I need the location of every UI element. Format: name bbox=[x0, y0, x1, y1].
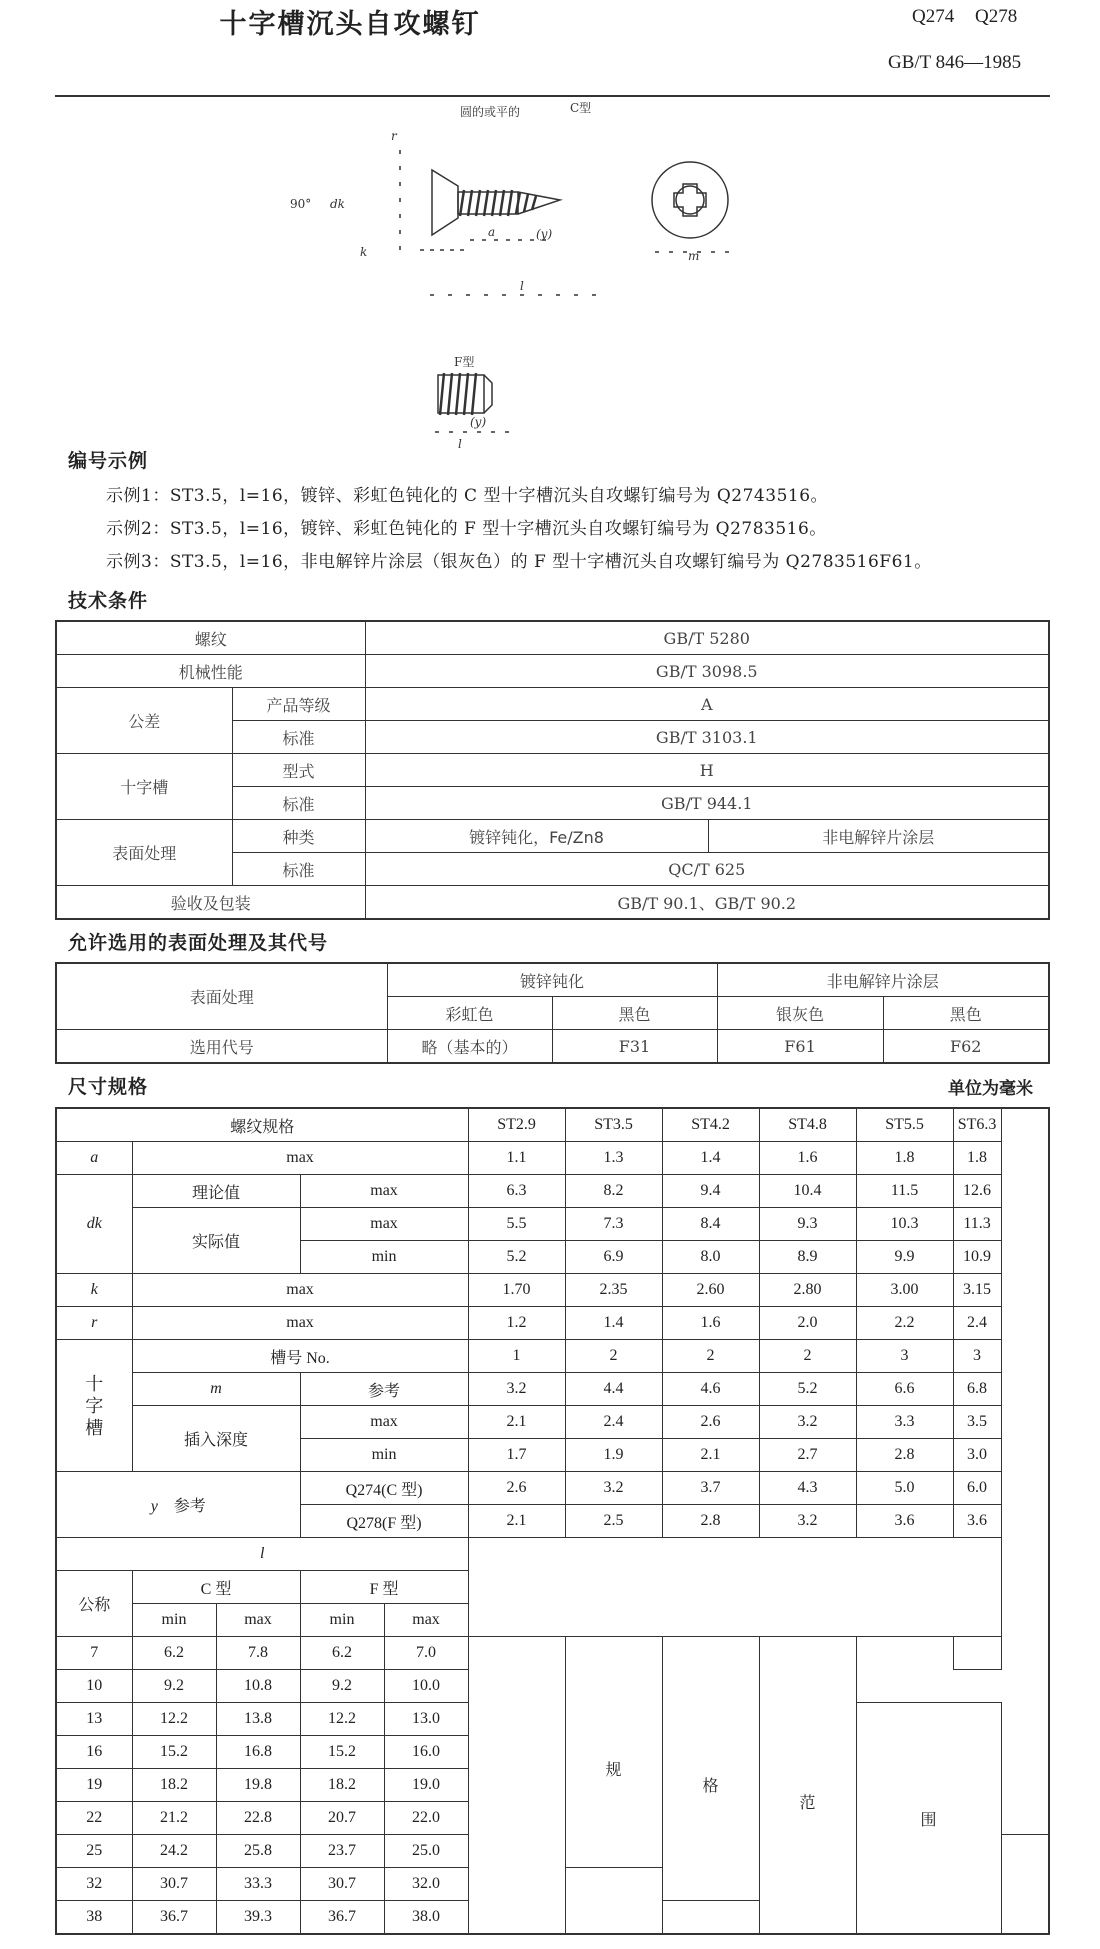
spec-col: ST4.2 bbox=[662, 1108, 759, 1142]
y-cell: 2.1 bbox=[468, 1505, 565, 1538]
y-label-cell bbox=[56, 1472, 300, 1538]
dk-cell: 9.4 bbox=[662, 1175, 759, 1208]
l-cell: 22.0 bbox=[384, 1802, 468, 1835]
slot-cell: 3 bbox=[856, 1340, 953, 1373]
tech-accept: 验收及包装 bbox=[56, 886, 365, 920]
sc-surface: 表面处理 bbox=[56, 963, 387, 1030]
dims-heading: 尺寸规格 bbox=[68, 1076, 149, 1098]
r-max-label: max bbox=[132, 1307, 468, 1340]
c-type-label: C型 bbox=[570, 101, 592, 115]
page-title: 十字槽沉头自攻螺钉 bbox=[219, 9, 481, 40]
dk-cell: 11.3 bbox=[953, 1208, 1001, 1241]
dims-spec-label: 螺纹规格 bbox=[56, 1108, 468, 1142]
l-cell: 36.7 bbox=[300, 1901, 384, 1935]
range-blank bbox=[565, 1868, 662, 1935]
l-cell: 6.2 bbox=[132, 1637, 216, 1670]
dk-cell: 6.3 bbox=[468, 1175, 565, 1208]
range-blank bbox=[759, 1637, 856, 1670]
y-cell: 2.5 bbox=[565, 1505, 662, 1538]
l-cell: 7.0 bbox=[384, 1637, 468, 1670]
dk-cell: 12.6 bbox=[953, 1175, 1001, 1208]
y-cell: 5.0 bbox=[856, 1472, 953, 1505]
l-cell: 13.0 bbox=[384, 1703, 468, 1736]
tech-form-val: H bbox=[365, 754, 1049, 787]
a-cell: 1.8 bbox=[953, 1142, 1001, 1175]
standard-number: GB/T 846—1985 bbox=[888, 52, 1022, 73]
tech-kind-val2: 非电解锌片涂层 bbox=[708, 820, 1049, 853]
k-cell: 2.80 bbox=[759, 1274, 856, 1307]
dk-cell: 9.3 bbox=[759, 1208, 856, 1241]
tech-surface-std-val: QC/T 625 bbox=[365, 853, 1049, 886]
y-label: (y) bbox=[536, 227, 553, 241]
spec-col: ST2.9 bbox=[468, 1108, 565, 1142]
tech-tol-std-val: GB/T 3103.1 bbox=[365, 721, 1049, 754]
depth-cell: 2.1 bbox=[662, 1439, 759, 1472]
slot-cell: 2 bbox=[759, 1340, 856, 1373]
depth-label: 插入深度 bbox=[132, 1406, 300, 1472]
k-label: k bbox=[360, 245, 368, 259]
m-label: m bbox=[688, 249, 700, 263]
tech-tol: 公差 bbox=[56, 688, 232, 754]
l-nominal: 7 bbox=[56, 1637, 132, 1670]
sc-code-label: 选用代号 bbox=[56, 1030, 387, 1064]
l-label: l bbox=[520, 279, 524, 293]
tech-grade-val: A bbox=[365, 688, 1049, 721]
l-cell: 13.8 bbox=[216, 1703, 300, 1736]
tech-cross: 十字槽 bbox=[56, 754, 232, 820]
sc-rainbow: 彩虹色 bbox=[387, 997, 552, 1030]
l-cell: 23.7 bbox=[300, 1835, 384, 1868]
dk-sym: dk bbox=[56, 1175, 132, 1274]
c-min-header: min bbox=[132, 1604, 216, 1637]
dk-cell: 9.9 bbox=[856, 1241, 953, 1274]
dk-cell: 10.4 bbox=[759, 1175, 856, 1208]
l-cell: 30.7 bbox=[132, 1868, 216, 1901]
slot-cell: 3 bbox=[953, 1340, 1001, 1373]
range-char: 围 bbox=[856, 1703, 1001, 1935]
y-c-label: Q274(C 型) bbox=[300, 1472, 468, 1505]
l-cell: 25.8 bbox=[216, 1835, 300, 1868]
slot-no-label: 槽号 No. bbox=[132, 1340, 468, 1373]
dk-actual-min-label: min bbox=[300, 1241, 468, 1274]
sc-c4: F62 bbox=[883, 1030, 1049, 1064]
spec-col: ST4.8 bbox=[759, 1108, 856, 1142]
dk-cell: 8.4 bbox=[662, 1208, 759, 1241]
tech-table bbox=[55, 620, 1050, 920]
depth-cell: 2.8 bbox=[856, 1439, 953, 1472]
r-cell: 2.4 bbox=[953, 1307, 1001, 1340]
range-blank bbox=[856, 1637, 953, 1670]
example-3: 示例3：ST3.5，l=16，非电解锌片涂层（银灰色）的 F 型十字槽沉头自攻螺钉编号为 Q2783516F61。 bbox=[106, 552, 932, 572]
tech-surface-std: 标准 bbox=[232, 853, 365, 886]
r-cell: 1.2 bbox=[468, 1307, 565, 1340]
m-cell: 4.6 bbox=[662, 1373, 759, 1406]
spec-col: ST6.3 bbox=[953, 1108, 1001, 1142]
y-sym: y bbox=[150, 1498, 158, 1515]
dk-actual-max-label: max bbox=[300, 1208, 468, 1241]
dk-cell: 5.2 bbox=[468, 1241, 565, 1274]
sc-zinc: 镀锌钝化 bbox=[387, 963, 717, 997]
m-cell: 3.2 bbox=[468, 1373, 565, 1406]
l-cell: 15.2 bbox=[300, 1736, 384, 1769]
sc-c2: F31 bbox=[552, 1030, 717, 1064]
m-sym: m bbox=[132, 1373, 300, 1406]
f-min-header: min bbox=[300, 1604, 384, 1637]
l-cell: 39.3 bbox=[216, 1901, 300, 1935]
tech-accept-val: GB/T 90.1、GB/T 90.2 bbox=[365, 886, 1049, 920]
l-cell: 12.2 bbox=[132, 1703, 216, 1736]
range-blank bbox=[565, 1637, 662, 1670]
l-nominal: 38 bbox=[56, 1901, 132, 1935]
sc-c1: 略（基本的） bbox=[387, 1030, 552, 1064]
cross-recess bbox=[674, 184, 706, 216]
dk-cell: 8.0 bbox=[662, 1241, 759, 1274]
range-char: 规 bbox=[565, 1670, 662, 1868]
y-ref-label: 参考 bbox=[173, 1496, 206, 1515]
dk-actual-label: 实际值 bbox=[132, 1208, 300, 1274]
r-cell: 2.0 bbox=[759, 1307, 856, 1340]
m-cell: 5.2 bbox=[759, 1373, 856, 1406]
k-cell: 2.60 bbox=[662, 1274, 759, 1307]
l-cell: 33.3 bbox=[216, 1868, 300, 1901]
a-cell: 1.1 bbox=[468, 1142, 565, 1175]
m-cell: 4.4 bbox=[565, 1373, 662, 1406]
y-cell: 3.6 bbox=[856, 1505, 953, 1538]
k-cell: 2.35 bbox=[565, 1274, 662, 1307]
surface-codes-table bbox=[55, 962, 1050, 1064]
dk-cell: 5.5 bbox=[468, 1208, 565, 1241]
l-nominal: 13 bbox=[56, 1703, 132, 1736]
dk-cell: 10.3 bbox=[856, 1208, 953, 1241]
depth-cell: 3.0 bbox=[953, 1439, 1001, 1472]
y-cell: 3.7 bbox=[662, 1472, 759, 1505]
depth-cell: 3.2 bbox=[759, 1406, 856, 1439]
depth-cell: 2.6 bbox=[662, 1406, 759, 1439]
l-cell: 18.2 bbox=[132, 1769, 216, 1802]
y-f-label: Q278(F 型) bbox=[300, 1505, 468, 1538]
l-cell: 19.8 bbox=[216, 1769, 300, 1802]
l-cell: 21.2 bbox=[132, 1802, 216, 1835]
l-nominal: 22 bbox=[56, 1802, 132, 1835]
m-ref-label: 参考 bbox=[300, 1373, 468, 1406]
dk-cell: 10.9 bbox=[953, 1241, 1001, 1274]
tech-surface: 表面处理 bbox=[56, 820, 232, 886]
depth-min-label: min bbox=[300, 1439, 468, 1472]
depth-cell: 2.4 bbox=[565, 1406, 662, 1439]
depth-cell: 1.9 bbox=[565, 1439, 662, 1472]
example-2: 示例2：ST3.5，l=16，镀锌、彩虹色钝化的 F 型十字槽沉头自攻螺钉编号为 Q2783516。 bbox=[106, 519, 827, 539]
product-codes: Q274 Q278 bbox=[912, 6, 1018, 27]
r-sym: r bbox=[56, 1307, 132, 1340]
l-cell: 24.2 bbox=[132, 1835, 216, 1868]
sc-c3: F61 bbox=[717, 1030, 883, 1064]
depth-cell: 2.1 bbox=[468, 1406, 565, 1439]
k-cell: 3.00 bbox=[856, 1274, 953, 1307]
example-1: 示例1：ST3.5，l=16，镀锌、彩虹色钝化的 C 型十字槽沉头自攻螺钉编号为 Q2743516。 bbox=[106, 486, 829, 506]
l-sym: l bbox=[56, 1538, 468, 1571]
f-y-label: (y) bbox=[470, 415, 487, 429]
depth-cell: 1.7 bbox=[468, 1439, 565, 1472]
l-nominal: 16 bbox=[56, 1736, 132, 1769]
l-cell: 7.8 bbox=[216, 1637, 300, 1670]
l-cell: 18.2 bbox=[300, 1769, 384, 1802]
dk-cell: 7.3 bbox=[565, 1208, 662, 1241]
spec-col: ST3.5 bbox=[565, 1108, 662, 1142]
tech-tol-std: 标准 bbox=[232, 721, 365, 754]
angle-label: 90° bbox=[290, 197, 312, 211]
y-cell: 3.6 bbox=[953, 1505, 1001, 1538]
f-type-body bbox=[438, 375, 484, 413]
l-cell: 15.2 bbox=[132, 1736, 216, 1769]
screw-drawing bbox=[290, 101, 760, 451]
a-cell: 1.4 bbox=[662, 1142, 759, 1175]
k-sym: k bbox=[56, 1274, 132, 1307]
dk-cell: 8.2 bbox=[565, 1175, 662, 1208]
tech-cross-std: 标准 bbox=[232, 787, 365, 820]
r-cell: 1.6 bbox=[662, 1307, 759, 1340]
r-cell: 2.2 bbox=[856, 1307, 953, 1340]
range-blank bbox=[953, 1637, 1001, 1670]
m-cell: 6.6 bbox=[856, 1373, 953, 1406]
l-cell: 10.8 bbox=[216, 1670, 300, 1703]
l-cell: 16.0 bbox=[384, 1736, 468, 1769]
dk-label: dk bbox=[330, 197, 345, 211]
sc-black-2: 黑色 bbox=[883, 997, 1049, 1030]
range-blank-top bbox=[468, 1538, 1001, 1637]
c-max-header: max bbox=[216, 1604, 300, 1637]
dk-cell: 6.9 bbox=[565, 1241, 662, 1274]
sc-flake: 非电解锌片涂层 bbox=[717, 963, 1049, 997]
l-cell: 19.0 bbox=[384, 1769, 468, 1802]
l-cell: 6.2 bbox=[300, 1637, 384, 1670]
l-cell: 10.0 bbox=[384, 1670, 468, 1703]
range-blank bbox=[1001, 1835, 1049, 1935]
l-nominal: 25 bbox=[56, 1835, 132, 1868]
surface-codes-heading: 允许选用的表面处理及其代号 bbox=[68, 932, 329, 954]
dims-table bbox=[55, 1107, 1050, 1935]
depth-cell: 3.3 bbox=[856, 1406, 953, 1439]
dk-cell: 11.5 bbox=[856, 1175, 953, 1208]
range-blank bbox=[856, 1670, 953, 1703]
tech-cross-std-val: GB/T 944.1 bbox=[365, 787, 1049, 820]
range-blank bbox=[662, 1637, 759, 1670]
slot-cell: 2 bbox=[662, 1340, 759, 1373]
k-max-label: max bbox=[132, 1274, 468, 1307]
l-cell: 9.2 bbox=[132, 1670, 216, 1703]
depth-cell: 2.7 bbox=[759, 1439, 856, 1472]
tech-thread-val: GB/T 5280 bbox=[365, 621, 1049, 655]
a-sym: a bbox=[56, 1142, 132, 1175]
sc-black-1: 黑色 bbox=[552, 997, 717, 1030]
tech-heading: 技术条件 bbox=[68, 590, 149, 612]
range-blank bbox=[953, 1670, 1001, 1703]
l-cell: 30.7 bbox=[300, 1868, 384, 1901]
l-nominal: 32 bbox=[56, 1868, 132, 1901]
header-divider bbox=[55, 95, 1050, 97]
f-type-label: F型 bbox=[454, 355, 475, 369]
dk-theory-label: 理论值 bbox=[132, 1175, 300, 1208]
l-cell: 32.0 bbox=[384, 1868, 468, 1901]
r-label: r bbox=[391, 129, 397, 143]
l-cell: 12.2 bbox=[300, 1703, 384, 1736]
y-cell: 3.2 bbox=[565, 1472, 662, 1505]
a-cell: 1.8 bbox=[856, 1142, 953, 1175]
range-char: 格 bbox=[662, 1670, 759, 1901]
slot-cell: 1 bbox=[468, 1340, 565, 1373]
range-blank bbox=[662, 1901, 759, 1935]
y-cell: 6.0 bbox=[953, 1472, 1001, 1505]
a-max-label: max bbox=[132, 1142, 468, 1175]
r-cell: 1.4 bbox=[565, 1307, 662, 1340]
k-cell: 3.15 bbox=[953, 1274, 1001, 1307]
dk-theory-max-label: max bbox=[300, 1175, 468, 1208]
l-cell: 9.2 bbox=[300, 1670, 384, 1703]
l-cell: 38.0 bbox=[384, 1901, 468, 1935]
range-char: 范 bbox=[759, 1670, 856, 1935]
l-cell: 16.8 bbox=[216, 1736, 300, 1769]
k-cell: 1.70 bbox=[468, 1274, 565, 1307]
head-view-circle bbox=[652, 162, 728, 238]
unit-label: 单位为毫米 bbox=[948, 1079, 1033, 1099]
y-cell: 3.2 bbox=[759, 1505, 856, 1538]
a-cell: 1.3 bbox=[565, 1142, 662, 1175]
tech-form: 型式 bbox=[232, 754, 365, 787]
a-label: a bbox=[488, 225, 496, 239]
round-flat-label: 圆的或平的 bbox=[460, 105, 521, 119]
depth-cell: 3.5 bbox=[953, 1406, 1001, 1439]
screw-head-shape bbox=[432, 170, 458, 235]
m-cell: 6.8 bbox=[953, 1373, 1001, 1406]
l-cell: 25.0 bbox=[384, 1835, 468, 1868]
tech-thread: 螺纹 bbox=[56, 621, 365, 655]
tech-kind: 种类 bbox=[232, 820, 365, 853]
sc-silver: 银灰色 bbox=[717, 997, 883, 1030]
depth-max-label: max bbox=[300, 1406, 468, 1439]
f-l-label: l bbox=[458, 437, 462, 451]
y-cell: 2.6 bbox=[468, 1472, 565, 1505]
examples-heading: 编号示例 bbox=[68, 450, 149, 472]
a-cell: 1.6 bbox=[759, 1142, 856, 1175]
tech-grade: 产品等级 bbox=[232, 688, 365, 721]
cross-label: 十字槽 bbox=[56, 1340, 132, 1472]
tech-mech-val: GB/T 3098.5 bbox=[365, 655, 1049, 688]
range-col-st29 bbox=[468, 1637, 565, 1935]
c-type-header: C 型 bbox=[132, 1571, 300, 1604]
l-cell: 36.7 bbox=[132, 1901, 216, 1935]
y-cell: 4.3 bbox=[759, 1472, 856, 1505]
tech-mech: 机械性能 bbox=[56, 655, 365, 688]
f-max-header: max bbox=[384, 1604, 468, 1637]
spec-col: ST5.5 bbox=[856, 1108, 953, 1142]
tech-kind-val1: 镀锌钝化，Fe/Zn8 bbox=[365, 820, 708, 853]
y-cell: 2.8 bbox=[662, 1505, 759, 1538]
l-cell: 20.7 bbox=[300, 1802, 384, 1835]
dk-cell: 8.9 bbox=[759, 1241, 856, 1274]
f-type-header: F 型 bbox=[300, 1571, 468, 1604]
l-nominal: 19 bbox=[56, 1769, 132, 1802]
nominal-label: 公称 bbox=[56, 1571, 132, 1637]
l-nominal: 10 bbox=[56, 1670, 132, 1703]
l-cell: 22.8 bbox=[216, 1802, 300, 1835]
slot-cell: 2 bbox=[565, 1340, 662, 1373]
